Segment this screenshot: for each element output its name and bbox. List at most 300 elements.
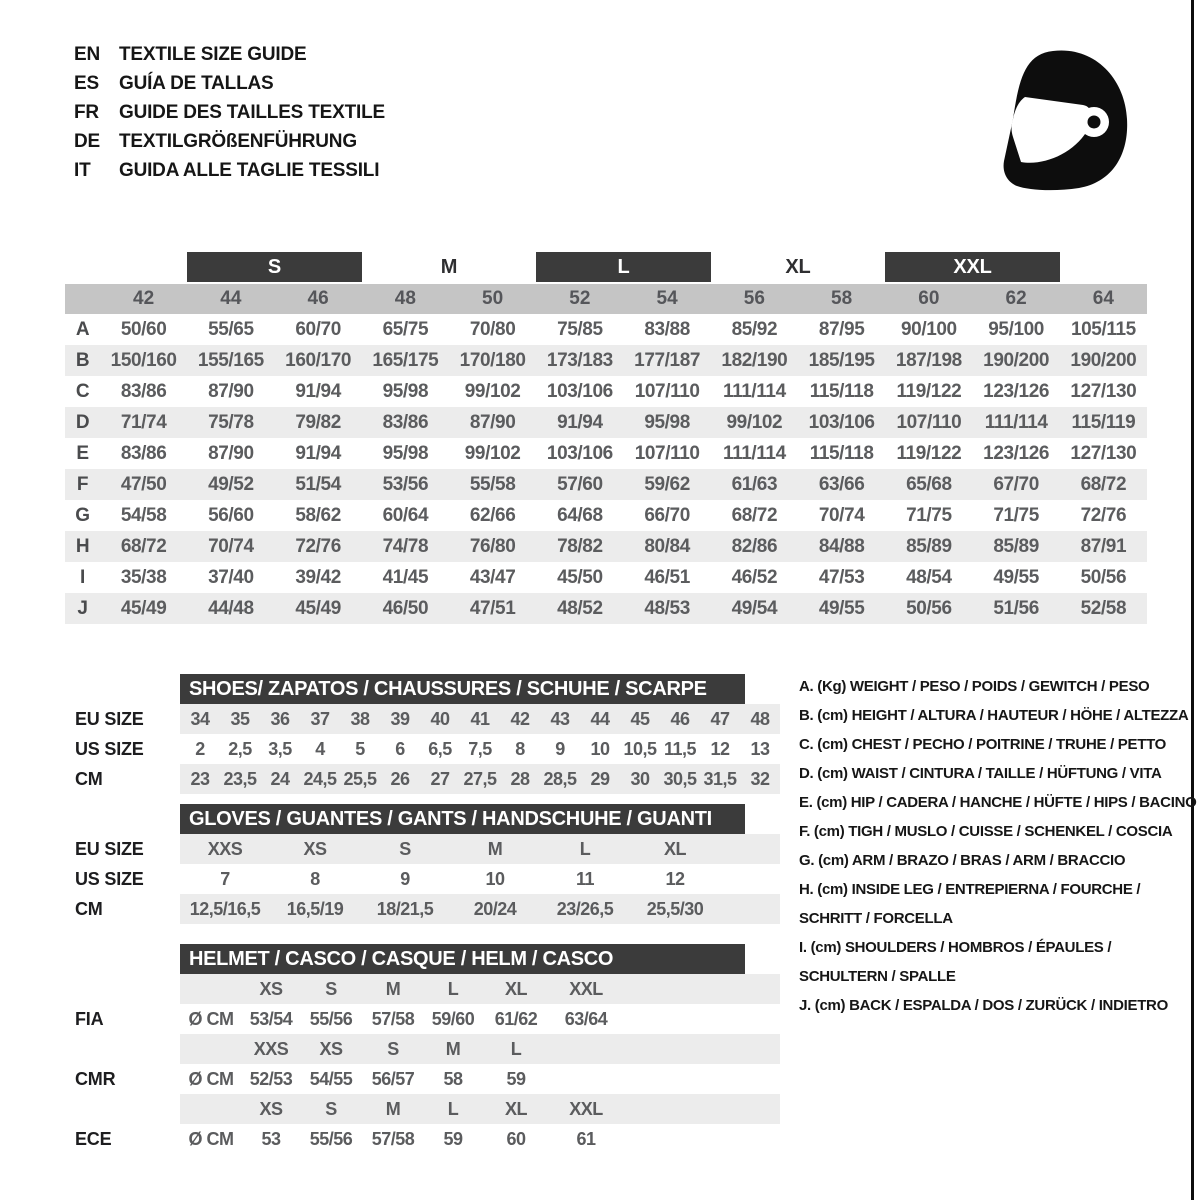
size-value: 85/89 [906, 535, 952, 557]
language-row [74, 69, 385, 98]
size-value: 55/56 [309, 1128, 353, 1149]
size-value: 42 [510, 708, 530, 729]
row-values [180, 1094, 780, 1124]
table-row [65, 974, 780, 1004]
size-value: 53 [261, 1128, 281, 1149]
gloves-rows [65, 834, 780, 924]
language-row [74, 127, 385, 156]
size-value: XXL [569, 978, 603, 999]
size-value: 55/58 [469, 473, 516, 495]
size-number: 46 [307, 288, 329, 309]
language-code: EN [74, 44, 100, 65]
size-value: 25,5 [343, 768, 377, 789]
size-value: M [487, 838, 503, 859]
size-value: 23 [190, 768, 210, 789]
size-value: 41 [470, 708, 490, 729]
legend-line: C. (cm) CHEST / PECHO / POITRINE / TRUHE / PETTO [799, 736, 1167, 753]
size-value: 190/200 [983, 349, 1050, 371]
size-value: 39/42 [295, 566, 341, 588]
size-value: M [445, 1038, 461, 1059]
table-row [65, 894, 780, 924]
size-value: 29 [590, 768, 610, 789]
size-value: 177/187 [634, 349, 701, 371]
size-value: 8 [310, 868, 320, 889]
size-value: 47/53 [818, 566, 865, 588]
size-value: 50/60 [120, 318, 167, 340]
size-value: 12 [710, 738, 730, 759]
size-value: 7 [220, 868, 230, 889]
helmet-rows [65, 974, 780, 1154]
size-value: 51/54 [295, 473, 341, 495]
size-band-m: M [440, 255, 458, 278]
size-value: 4 [315, 738, 325, 759]
size-value: 71/75 [993, 504, 1039, 526]
size-value: 39 [390, 708, 410, 729]
size-value: 37 [310, 708, 330, 729]
size-value: XS [319, 1038, 343, 1059]
row-letter: E [76, 442, 89, 464]
size-value: 80/84 [644, 535, 690, 557]
size-value: 99/102 [726, 411, 783, 433]
size-value: XL [504, 1098, 527, 1119]
row-label: CMR [75, 1068, 116, 1089]
helmet-icon-svg [982, 42, 1134, 192]
table-row [65, 438, 1147, 469]
size-value: 49/54 [731, 597, 778, 619]
size-value: XS [259, 978, 283, 999]
size-value: 87/90 [208, 380, 254, 402]
size-value: 10,5 [623, 738, 657, 759]
helmet-section [65, 944, 780, 1154]
size-value: 115/118 [809, 380, 874, 402]
size-value: 38 [350, 708, 370, 729]
size-value: 115/119 [1071, 411, 1136, 433]
table-row [65, 734, 780, 764]
row-letter: C [75, 380, 90, 402]
measurement-legend [799, 672, 1197, 1020]
size-value: S [325, 1098, 337, 1119]
size-value: 7,5 [468, 738, 492, 759]
size-value: 3,5 [268, 738, 292, 759]
size-value: 75/78 [208, 411, 254, 433]
size-value: 9 [400, 868, 410, 889]
language-label: GUÍA DE TALLAS [119, 73, 274, 94]
size-value: 87/95 [818, 318, 865, 340]
size-value: 103/106 [546, 380, 613, 402]
size-value: 49/55 [818, 597, 865, 619]
legend-line: E. (cm) HIP / CADERA / HANCHE / HÜFTE / HIPS / BACINO [799, 794, 1197, 811]
size-value: 84/88 [818, 535, 865, 557]
size-value: 111/114 [984, 411, 1048, 433]
size-number: 48 [394, 288, 416, 309]
row-values [180, 1004, 780, 1034]
size-value: 37/40 [208, 566, 254, 588]
size-value: 6 [395, 738, 405, 759]
size-value: XXS [253, 1038, 289, 1059]
size-value: 83/86 [382, 411, 429, 433]
size-value: L [579, 838, 591, 859]
size-value: 53/56 [382, 473, 429, 495]
row-values [180, 1034, 780, 1064]
row-label: CM [75, 898, 103, 919]
size-value: 119/122 [896, 380, 962, 402]
size-value: 40 [430, 708, 450, 729]
size-value: L [447, 1098, 459, 1119]
size-value: 71/74 [120, 411, 167, 433]
size-value: 36 [270, 708, 290, 729]
size-value: 82/86 [731, 535, 778, 557]
size-value: 54/55 [309, 1068, 353, 1089]
size-value: 58/62 [295, 504, 341, 526]
size-value: 45/49 [120, 597, 167, 619]
size-value: 28,5 [543, 768, 577, 789]
size-value: 45/50 [557, 566, 603, 588]
size-value: 10 [590, 738, 610, 759]
size-value: 2 [195, 738, 205, 759]
row-values [180, 1064, 780, 1094]
size-value: 47/50 [120, 473, 167, 495]
size-value: XL [663, 838, 686, 859]
size-value: M [385, 978, 401, 999]
size-value: 28 [510, 768, 530, 789]
size-value: 9 [555, 738, 565, 759]
size-value: XS [303, 838, 327, 859]
size-value: 27 [430, 768, 450, 789]
size-value: 2,5 [228, 738, 252, 759]
size-value: 12 [665, 868, 685, 889]
language-label: GUIDA ALLE TAGLIE TESSILI [119, 160, 380, 181]
size-value: 59/62 [644, 473, 690, 495]
size-value: 75/85 [557, 318, 603, 340]
size-value: 173/183 [546, 349, 613, 371]
size-value: 55/65 [208, 318, 254, 340]
size-value: 63/64 [564, 1008, 608, 1029]
gloves-header: GLOVES / GUANTES / GANTS / HANDSCHUHE / GUANTI [180, 804, 745, 834]
row-letter: A [75, 318, 90, 340]
size-value: 11,5 [663, 738, 697, 759]
size-number-row [65, 284, 1147, 314]
language-row [74, 156, 385, 185]
size-value: XXL [569, 1098, 603, 1119]
size-value: 55/56 [309, 1008, 353, 1029]
size-value: 52/58 [1080, 597, 1127, 619]
size-value: 13 [750, 738, 770, 759]
row-label: EU SIZE [75, 708, 144, 729]
size-value: 56/60 [208, 504, 254, 526]
language-code: FR [74, 102, 99, 123]
size-value: 43/47 [469, 566, 516, 588]
size-band-l: L [536, 252, 711, 282]
size-number: 42 [133, 288, 155, 309]
size-number: 44 [220, 288, 242, 309]
size-value: 190/200 [1070, 349, 1137, 371]
size-value: S [399, 838, 411, 859]
size-value: 60/70 [295, 318, 341, 340]
size-value: 65/68 [906, 473, 952, 495]
size-value: 12,5/16,5 [189, 898, 261, 919]
size-value: 127/130 [1070, 380, 1137, 402]
size-value: 74/78 [382, 535, 429, 557]
size-value: 35/38 [120, 566, 167, 588]
language-header [74, 40, 385, 185]
size-value: 72/76 [295, 535, 341, 557]
size-value: 35 [230, 708, 250, 729]
size-number: 54 [656, 288, 678, 309]
table-row [65, 1064, 780, 1094]
row-letter: B [75, 349, 90, 371]
language-row [74, 98, 385, 127]
table-row [65, 376, 1147, 407]
size-value: 68/72 [731, 504, 778, 526]
language-code: ES [74, 73, 99, 94]
size-value: 107/110 [634, 380, 700, 402]
size-value: 87/90 [208, 442, 254, 464]
row-label: ECE [75, 1128, 112, 1149]
legend-line: G. (cm) ARM / BRAZO / BRAS / ARM / BRACCIO [799, 852, 1126, 869]
size-value: 56/57 [371, 1068, 415, 1089]
size-value: 20/24 [473, 898, 517, 919]
size-value: 51/56 [993, 597, 1039, 619]
size-value: 87/90 [469, 411, 516, 433]
size-value: 123/126 [983, 380, 1050, 402]
size-value: 83/86 [120, 380, 167, 402]
size-value: 83/86 [120, 442, 167, 464]
table-row [65, 562, 1147, 593]
size-value: 185/195 [808, 349, 875, 371]
size-value: 83/88 [644, 318, 690, 340]
size-value: 41/45 [382, 566, 429, 588]
size-value: 52/53 [249, 1068, 293, 1089]
size-number: 60 [918, 288, 940, 309]
language-label: TEXTILGRÖßENFÜHRUNG [119, 131, 357, 152]
legend-line: A. (Kg) WEIGHT / PESO / POIDS / GEWITCH / PESO [799, 678, 1150, 695]
row-label: CM [75, 768, 103, 789]
size-value: 65/75 [382, 318, 429, 340]
gloves-section [65, 804, 780, 924]
size-value: 187/198 [895, 349, 962, 371]
size-value: 155/165 [197, 349, 264, 371]
size-value: 8 [515, 738, 525, 759]
size-value: 68/72 [1080, 473, 1127, 495]
size-value: 165/175 [372, 349, 439, 371]
table-row [65, 1004, 780, 1034]
size-value: 103/106 [808, 411, 875, 433]
size-value: 64/68 [557, 504, 603, 526]
size-value: 10 [485, 868, 505, 889]
table-row [65, 500, 1147, 531]
size-number: 62 [1005, 288, 1027, 309]
size-number: 50 [482, 288, 504, 309]
size-value: 32 [750, 768, 770, 789]
size-number: 52 [569, 288, 591, 309]
legend-line: SCHRITT / FORCELLA [799, 910, 953, 927]
size-value: 59/60 [431, 1008, 475, 1029]
size-value: 44 [590, 708, 610, 729]
size-value: S [325, 978, 337, 999]
size-value: 24 [270, 768, 290, 789]
size-value: 111/114 [723, 380, 786, 402]
size-value: 70/74 [818, 504, 865, 526]
language-code: IT [74, 160, 91, 181]
size-value: 160/170 [285, 349, 352, 371]
table-row [65, 834, 780, 864]
size-band-row [65, 252, 1147, 282]
row-label [65, 1094, 180, 1124]
helmet-icon [982, 42, 1134, 192]
size-value: 60/64 [382, 504, 429, 526]
size-value: Ø CM [188, 1128, 234, 1149]
language-label: TEXTILE SIZE GUIDE [119, 44, 307, 65]
size-value: 23/26,5 [556, 898, 614, 919]
row-values [180, 734, 780, 764]
size-value: 107/110 [896, 411, 962, 433]
size-value: M [385, 1098, 401, 1119]
table-row [65, 469, 1147, 500]
size-value: 49/55 [993, 566, 1039, 588]
size-value: 76/80 [469, 535, 516, 557]
size-band-xxl: XXL [885, 252, 1060, 282]
size-value: 150/160 [110, 349, 177, 371]
size-value: 105/115 [1070, 318, 1136, 340]
table-row [65, 704, 780, 734]
language-code: DE [74, 131, 100, 152]
size-value: 46/51 [644, 566, 690, 588]
size-value: 46/52 [731, 566, 778, 588]
page-edge-line [1191, 0, 1194, 1200]
size-value: 27,5 [463, 768, 497, 789]
size-value: 11 [575, 868, 595, 889]
legend-line: SCHULTERN / SPALLE [799, 968, 956, 985]
size-value: 59 [506, 1068, 526, 1089]
size-value: 48/54 [906, 566, 952, 588]
size-value: 182/190 [721, 349, 788, 371]
size-value: 61 [576, 1128, 596, 1149]
size-value: Ø CM [188, 1008, 234, 1029]
size-value: 31,5 [703, 768, 737, 789]
size-value: 59 [443, 1128, 463, 1149]
row-values [180, 974, 780, 1004]
row-values [180, 764, 780, 794]
size-value: 95/100 [988, 318, 1044, 340]
size-value: 95/98 [382, 442, 429, 464]
size-value: 46 [670, 708, 690, 729]
legend-line: I. (cm) SHOULDERS / HOMBROS / ÉPAULES / [799, 939, 1112, 956]
size-value: 58 [443, 1068, 463, 1089]
legend-line: F. (cm) TIGH / MUSLO / CUISSE / SCHENKEL / COSCIA [799, 823, 1173, 840]
size-value: 60 [506, 1128, 526, 1149]
row-label [65, 974, 180, 1004]
size-value: 50/56 [1080, 566, 1127, 588]
size-value: 91/94 [557, 411, 603, 433]
size-value: 54/58 [120, 504, 167, 526]
size-value: 111/114 [723, 442, 786, 464]
size-value: Ø CM [188, 1068, 234, 1089]
size-value: 78/82 [557, 535, 603, 557]
size-value: XXS [207, 838, 243, 859]
legend-line: H. (cm) INSIDE LEG / ENTREPIERNA / FOURCHE / [799, 881, 1141, 898]
size-value: 5 [355, 738, 365, 759]
size-value: 70/74 [208, 535, 254, 557]
size-value: 48/52 [557, 597, 603, 619]
size-band-s: S [187, 252, 362, 282]
size-value: 26 [390, 768, 410, 789]
size-value: 71/75 [906, 504, 952, 526]
size-value: 91/94 [295, 442, 341, 464]
size-value: L [447, 978, 459, 999]
size-value: 85/92 [731, 318, 778, 340]
size-value: 48/53 [644, 597, 690, 619]
size-value: 57/58 [371, 1008, 415, 1029]
size-value: 45/49 [295, 597, 341, 619]
size-value: 70/80 [469, 318, 516, 340]
row-values [180, 894, 780, 924]
row-label [65, 1034, 180, 1064]
size-value: 43 [550, 708, 570, 729]
size-value: 72/76 [1080, 504, 1127, 526]
size-value: 87/91 [1080, 535, 1127, 557]
legend-line: J. (cm) BACK / ESPALDA / DOS / ZURÜCK / INDIETRO [799, 997, 1168, 1014]
shoes-rows [65, 704, 780, 794]
size-number: 56 [743, 288, 765, 309]
size-value: 61/62 [494, 1008, 538, 1029]
size-number: 58 [831, 288, 853, 309]
language-row [74, 40, 385, 69]
row-label: EU SIZE [75, 838, 144, 859]
table-row [65, 1034, 780, 1064]
size-value: 170/180 [459, 349, 526, 371]
size-value: L [510, 1038, 522, 1059]
textile-size-table [65, 252, 1147, 624]
row-label: US SIZE [75, 738, 144, 759]
size-value: 95/98 [382, 380, 429, 402]
table-row [65, 764, 780, 794]
size-value: 57/58 [371, 1128, 415, 1149]
row-letter: J [77, 597, 88, 619]
size-value: 123/126 [983, 442, 1050, 464]
size-value: 99/102 [464, 442, 521, 464]
size-value: 49/52 [208, 473, 254, 495]
size-value: 48 [750, 708, 770, 729]
row-letter: H [75, 535, 90, 557]
table-row [65, 1124, 780, 1154]
size-band-xl: XL [785, 255, 811, 278]
size-value: 115/118 [809, 442, 874, 464]
size-value: 119/122 [896, 442, 962, 464]
row-letter: I [80, 566, 85, 588]
legend-line: D. (cm) WAIST / CINTURA / TAILLE / HÜFTUNG / VITA [799, 765, 1162, 782]
legend-line: B. (cm) HEIGHT / ALTURA / HAUTEUR / HÖHE / ALTEZZA [799, 707, 1189, 724]
size-value: S [387, 1038, 399, 1059]
size-value: 23,5 [223, 768, 257, 789]
size-value: 66/70 [644, 504, 690, 526]
row-label: US SIZE [75, 868, 144, 889]
row-label: FIA [75, 1008, 104, 1029]
size-value: 107/110 [634, 442, 700, 464]
size-value: 90/100 [901, 318, 957, 340]
table-row [65, 531, 1147, 562]
helmet-header: HELMET / CASCO / CASQUE / HELM / CASCO [180, 944, 745, 974]
size-value: 25,5/30 [646, 898, 704, 919]
size-value: 95/98 [644, 411, 690, 433]
table-row [65, 314, 1147, 345]
row-letter: F [76, 473, 89, 495]
row-values [180, 704, 780, 734]
size-value: 61/63 [731, 473, 778, 495]
size-value: 34 [190, 708, 210, 729]
size-value: 103/106 [546, 442, 613, 464]
size-value: 24,5 [303, 768, 337, 789]
size-value: 57/60 [557, 473, 603, 495]
